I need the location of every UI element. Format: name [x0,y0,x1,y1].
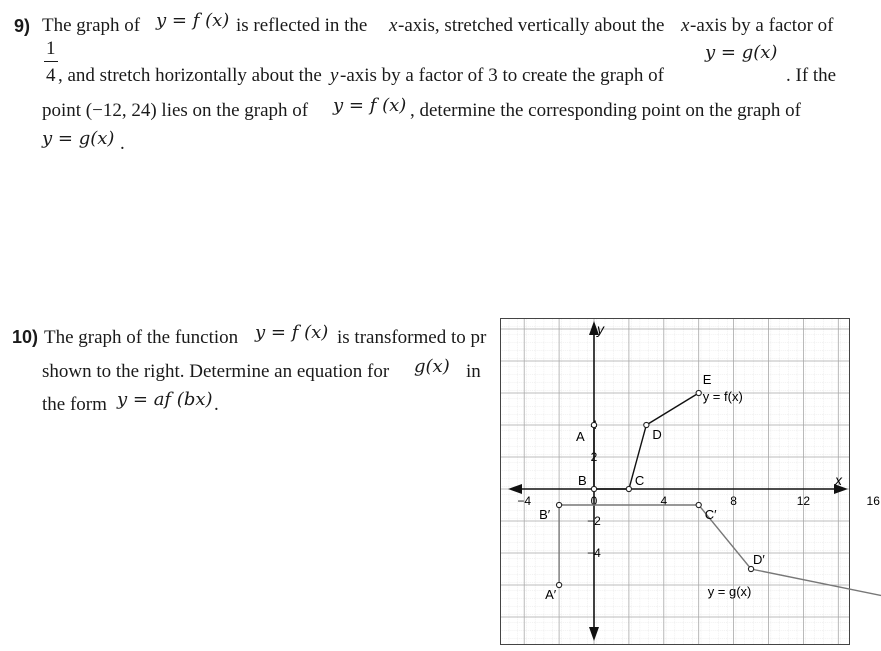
x-axis-label: x [835,472,842,488]
x-tick-4: 4 [660,494,668,508]
x-tick-16: 16 [866,494,880,508]
f-point-2 [626,486,631,491]
q9-text-4: -axis by a factor of [690,15,834,36]
x-tick-0: 0 [590,494,598,508]
y-tick-2: 2 [590,450,598,464]
label-C-prime: C′ [704,507,717,522]
q10-text-2: is transformed to pr [337,327,487,348]
g-point-3 [748,566,753,571]
x-tick-neg4: −4 [517,494,532,508]
q9-math-g-2: y = g(x) [42,128,115,149]
f-point-0 [591,422,596,427]
q9-text-2: is reflected in the [236,15,368,36]
y-axis-label: y [597,321,604,337]
q10-text-6: . [214,394,219,415]
q10-math-f: y = f (x) [255,322,329,343]
q9-text-8: point (−12, 24) lies on the graph of [42,100,309,121]
q10-text-5: the form [42,394,107,415]
q9-fraction-numerator: 1 [46,38,56,59]
q10-text-4: in [466,361,481,382]
q9-text-3: -axis, stretched vertically about the [398,15,665,36]
q10-text-1: The graph of the function [44,327,239,348]
q9-text-1: The graph of [42,15,141,36]
q9-fraction-bar [44,61,58,62]
label-B: B [578,473,587,488]
transformation-graph [500,318,880,645]
g-point-1 [557,502,562,507]
q9-text-7: . If the [786,65,837,86]
label-D-prime: D′ [753,552,765,567]
q10-text-3: shown to the right. Determine an equation for [42,361,390,382]
q10-number: 10) [12,327,39,347]
g-point-2 [696,502,701,507]
f-function-label: y = f(x) [702,389,743,404]
q9-text-6: -axis by a factor of 3 to create the graph of [340,65,664,86]
q9-text-5: , and stretch horizontally about the [58,65,322,86]
f-point-1 [591,486,596,491]
label-B-prime: B′ [539,507,551,522]
x-tick-8: 8 [730,494,737,508]
q9-y-var: y [330,65,339,86]
label-D: D [652,427,662,442]
label-A: A [576,429,585,444]
q9-x-var-2: x [681,15,690,36]
f-point-4 [696,390,701,395]
y-tick-neg4: −4 [587,546,601,560]
g-function-label: y = g(x) [707,584,752,599]
label-E: E [702,372,712,387]
x-tick-12: 12 [796,494,811,508]
q9-text-10: . [120,133,125,154]
q9-number: 9) [14,16,31,36]
label-A-prime: A′ [545,587,557,602]
q10-math-form: y = af (bx) [117,389,213,410]
q9-x-var-1: x [389,15,398,36]
q9-fraction-denominator: 4 [46,65,56,86]
f-point-3 [644,422,649,427]
y-tick-neg2: −2 [587,514,601,528]
q9-math-g-1: y = g(x) [705,42,778,63]
q10-math-g: g(x) [414,356,450,377]
g-point-0 [557,582,562,587]
q9-math-f: y = f (x) [156,10,230,31]
q9-math-f-2: y = f (x) [333,95,407,116]
label-C: C [634,473,645,488]
q9-text-9: , determine the corresponding point on the graph of [410,100,801,121]
